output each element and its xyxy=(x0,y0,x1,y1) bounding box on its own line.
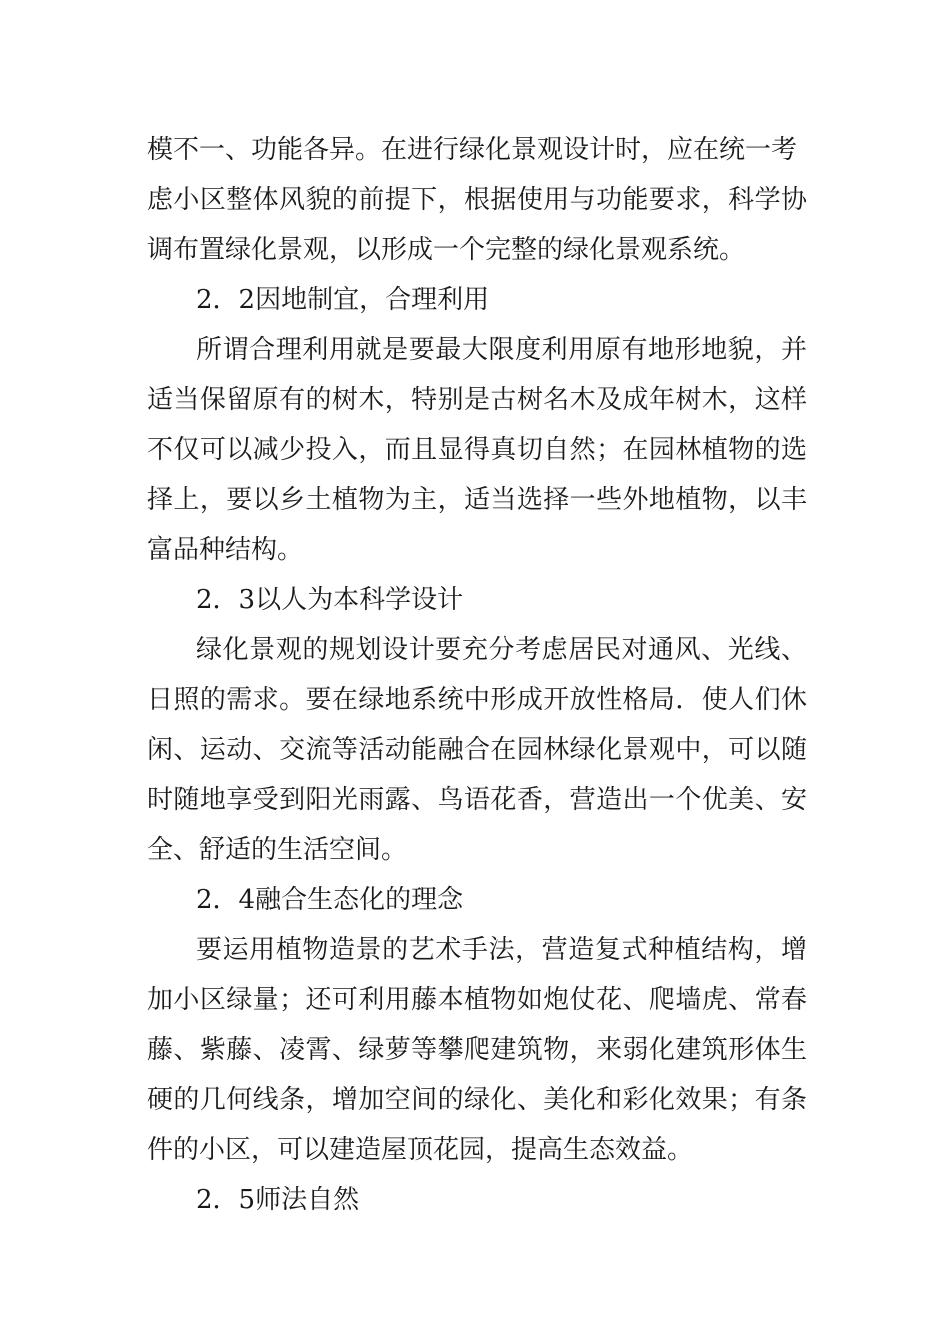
paragraph-line: 不仅可以减少投入，而且显得真切自然；在园林植物的选 xyxy=(147,435,807,465)
paragraph-line: 日照的需求。要在绿地系统中形成开放性格局．使人们休 xyxy=(147,685,807,715)
section-heading-2-5: 2．5师法自然 xyxy=(196,1185,360,1215)
paragraph-line: 闲、运动、交流等活动能融合在园林绿化景观中，可以随 xyxy=(147,735,807,765)
paragraph-line: 调布置绿化景观，以形成一个完整的绿化景观系统。 xyxy=(147,235,746,265)
paragraph-line: 全、舒适的生活空间。 xyxy=(147,835,408,865)
paragraph-line: 硬的几何线条，增加空间的绿化、美化和彩化效果；有条 xyxy=(147,1085,807,1115)
section-heading-2-3: 2．3以人为本科学设计 xyxy=(196,585,464,615)
paragraph-line: 富品种结构。 xyxy=(147,535,304,565)
paragraph-line: 件的小区，可以建造屋顶花园，提高生态效益。 xyxy=(147,1135,694,1165)
paragraph-line: 要运用植物造景的艺术手法，营造复式种植结构，增 xyxy=(196,935,807,965)
paragraph-line: 择上，要以乡土植物为主，适当选择一些外地植物，以丰 xyxy=(147,485,807,515)
paragraph-line: 加小区绿量；还可利用藤本植物如炮仗花、爬墙虎、常春 xyxy=(147,985,807,1015)
paragraph-line: 所谓合理利用就是要最大限度利用原有地形地貌，并 xyxy=(196,335,807,365)
section-heading-2-2: 2．2因地制宜，合理利用 xyxy=(196,285,490,315)
paragraph-line: 时随地享受到阳光雨露、鸟语花香，营造出一个优美、安 xyxy=(147,785,807,815)
paragraph-line: 绿化景观的规划设计要充分考虑居民对通风、光线、 xyxy=(196,635,807,665)
section-heading-2-4: 2．4融合生态化的理念 xyxy=(196,885,464,915)
paragraph-line: 适当保留原有的树木，特别是古树名木及成年树木，这样 xyxy=(147,385,807,415)
paragraph-line: 虑小区整体风貌的前提下，根据使用与功能要求，科学协 xyxy=(147,185,807,215)
paragraph-line: 藤、紫藤、凌霄、绿萝等攀爬建筑物，来弱化建筑形体生 xyxy=(147,1035,807,1065)
paragraph-line: 模不一、功能各异。在进行绿化景观设计时，应在统一考 xyxy=(147,135,798,165)
